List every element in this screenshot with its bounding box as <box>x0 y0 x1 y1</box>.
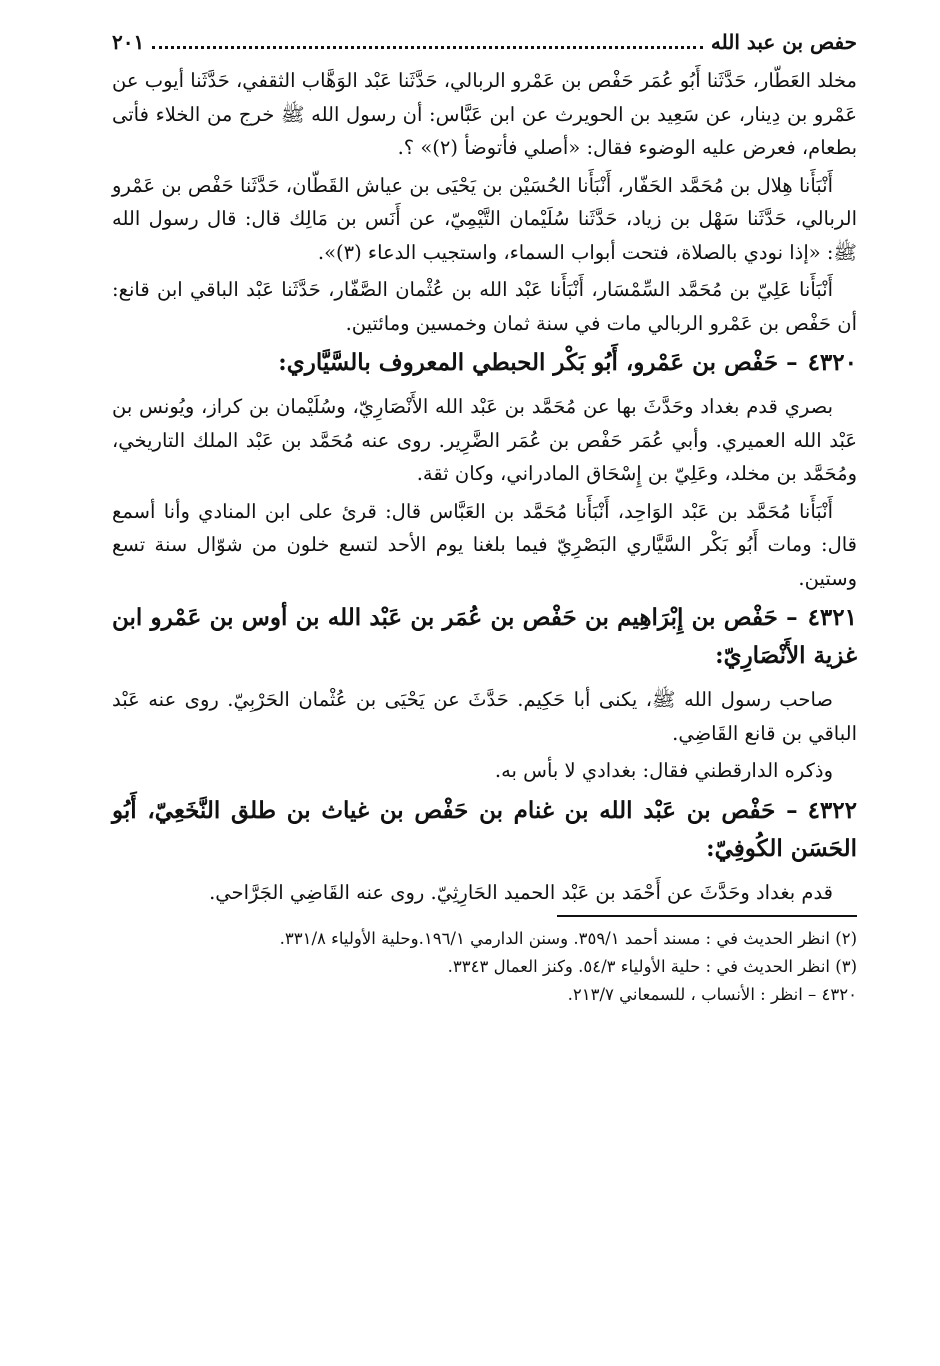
paragraph-entry-4320-death: أَنْبَأَنا مُحَمَّد بن عَبْد الوَاحِد، أَنْبَأَنا مُحَمَّد بن العَبَّاس قال: قرئ على ابن المنادي وأنا أسمع قال: ومات أَبُو بَكْر السَّيَّاري البَصْرِيّ فيما بلغنا يوم الأحد لتسع خلون من شوّال سنة تسع وستين. <box>112 499 857 590</box>
page-number: ٢٠١ <box>112 30 145 54</box>
entry-title: – حَفْص بن عَبْد الله بن غنام بن حَفْص بن غياث بن طلق النَّخَعِيّ، أَبُو الحَسَن الكُوفِيّ: <box>112 796 857 862</box>
paragraph-hadith-2: أَنْبَأَنا هِلال بن مُحَمَّد الحَفّار، أَنْبَأَنا الحُسَيْن بن يَحْيَى بن عياش القَطّان، حَدَّثَنا حَفْص بن عَمْرو الربالي، حَدَّثَنا سَهْل بن زياد، حَدَّثَنا سُلَيْمان التَّيْمِيّ، عن أَنَس بن مَالِك قال: قال رسول الله ﷺ: «إذا نودي بالصلاة، فتحت أبواب السماء، واستجيب الدعاء (٣)». <box>112 173 857 264</box>
entry-heading-4322 <box>112 792 857 868</box>
entry-title: – حَفْص بن عَمْرو، أَبُو بَكْر الحبطي المعروف بالسَّيَّاري: <box>278 349 798 376</box>
entry-number: ٤٣٢١ <box>807 604 857 631</box>
footnote-4320: ٤٣٢٠ – انظر : الأنساب ، للسمعاني ٢١٣/٧. <box>567 985 857 1004</box>
paragraph-continued: مخلد العَطّار، حَدَّثَنا أَبُو عُمَر حَفْص بن عَمْرو الربالي، حَدَّثَنا عَبْد الوَهَّاب الثقفي، حَدَّثَنا أيوب عن عَمْرو بن دِينار، عن سَعِيد بن الحويرث عن ابن عَبَّاس: أن رسول الله ﷺ خرج من الخلاء فأتى بطعام، فعرض عليه الوضوء فقال: «أصلي فأتوضأ (٢)» ؟. <box>112 69 857 159</box>
paragraph-entry-4322-bio: قدم بغداد وحَدَّثَ عن أَحْمَد بن عَبْد الحميد الحَارِثِيّ. روى عنه القَاضِي الجَرَّاحي. <box>209 880 833 904</box>
paragraph-entry-4320-bio: بصري قدم بغداد وحَدَّثَ بها عن مُحَمَّد بن عَبْد الله الأَنْصَارِيّ، وسُلَيْمان بن كراز، ويُونس بن عَبْد الله العميري. وأبي عُمَر حَفْص بن عُمَر الضَّرِير. روى عنه مُحَمَّد بن عَبْد الملك التاريخي، ومُحَمَّد بن مخلد، وعَلِيّ بن إِسْحَاق المادراني، وكان ثقة. <box>112 395 857 485</box>
entry-heading-4320 <box>112 344 857 382</box>
book-page <box>112 30 857 1009</box>
paragraph-entry-4321-note: وذكره الدارقطني فقال: بغدادي لا بأس به. <box>494 759 833 782</box>
footnote-2: (٢) انظر الحديث في : مسند أحمد ٣٥٩/١. وسنن الدارمي ١٩٦/١.وحلية الأولياء ٣٣١/٨. <box>279 929 857 948</box>
entry-heading-4321 <box>112 599 857 675</box>
entry-number: ٤٣٢٠ <box>807 349 857 376</box>
header-leader-dots <box>152 46 703 49</box>
paragraph-death-note: أَنْبَأَنا عَلِيّ بن مُحَمَّد السِّمْسَار، أَنْبَأَنا عَبْد الله بن عُثْمان الصَّفّار، حَدَّثَنا عَبْد الباقي ابن قانع: أن حَفْص بن عَمْرو الربالي مات في سنة ثمان وخمسين ومائتين. <box>112 278 857 335</box>
page-header <box>112 30 857 64</box>
entry-title: – حَفْص بن إِبْرَاهِيم بن حَفْص بن عُمَر بن عَبْد الله بن أوس بن عَمْرو ابن غزية الأَنْصَارِيّ: <box>112 604 857 669</box>
footnote-3: (٣) انظر الحديث في : حلية الأولياء ٥٤/٣. وكنز العمال ٣٣٤٣. <box>447 957 857 976</box>
running-title: حفص بن عبد الله <box>710 30 857 54</box>
entry-number: ٤٣٢٢ <box>807 796 857 824</box>
paragraph-entry-4321-bio: صاحب رسول الله ﷺ، يكنى أبا حَكِيم. حَدَّثَ عن يَحْيَى بن عُثْمان الحَرْبِيّ. روى عنه عَبْد الباقي بن قانع القَاضِي. <box>112 688 857 745</box>
footnote-divider <box>557 915 857 917</box>
